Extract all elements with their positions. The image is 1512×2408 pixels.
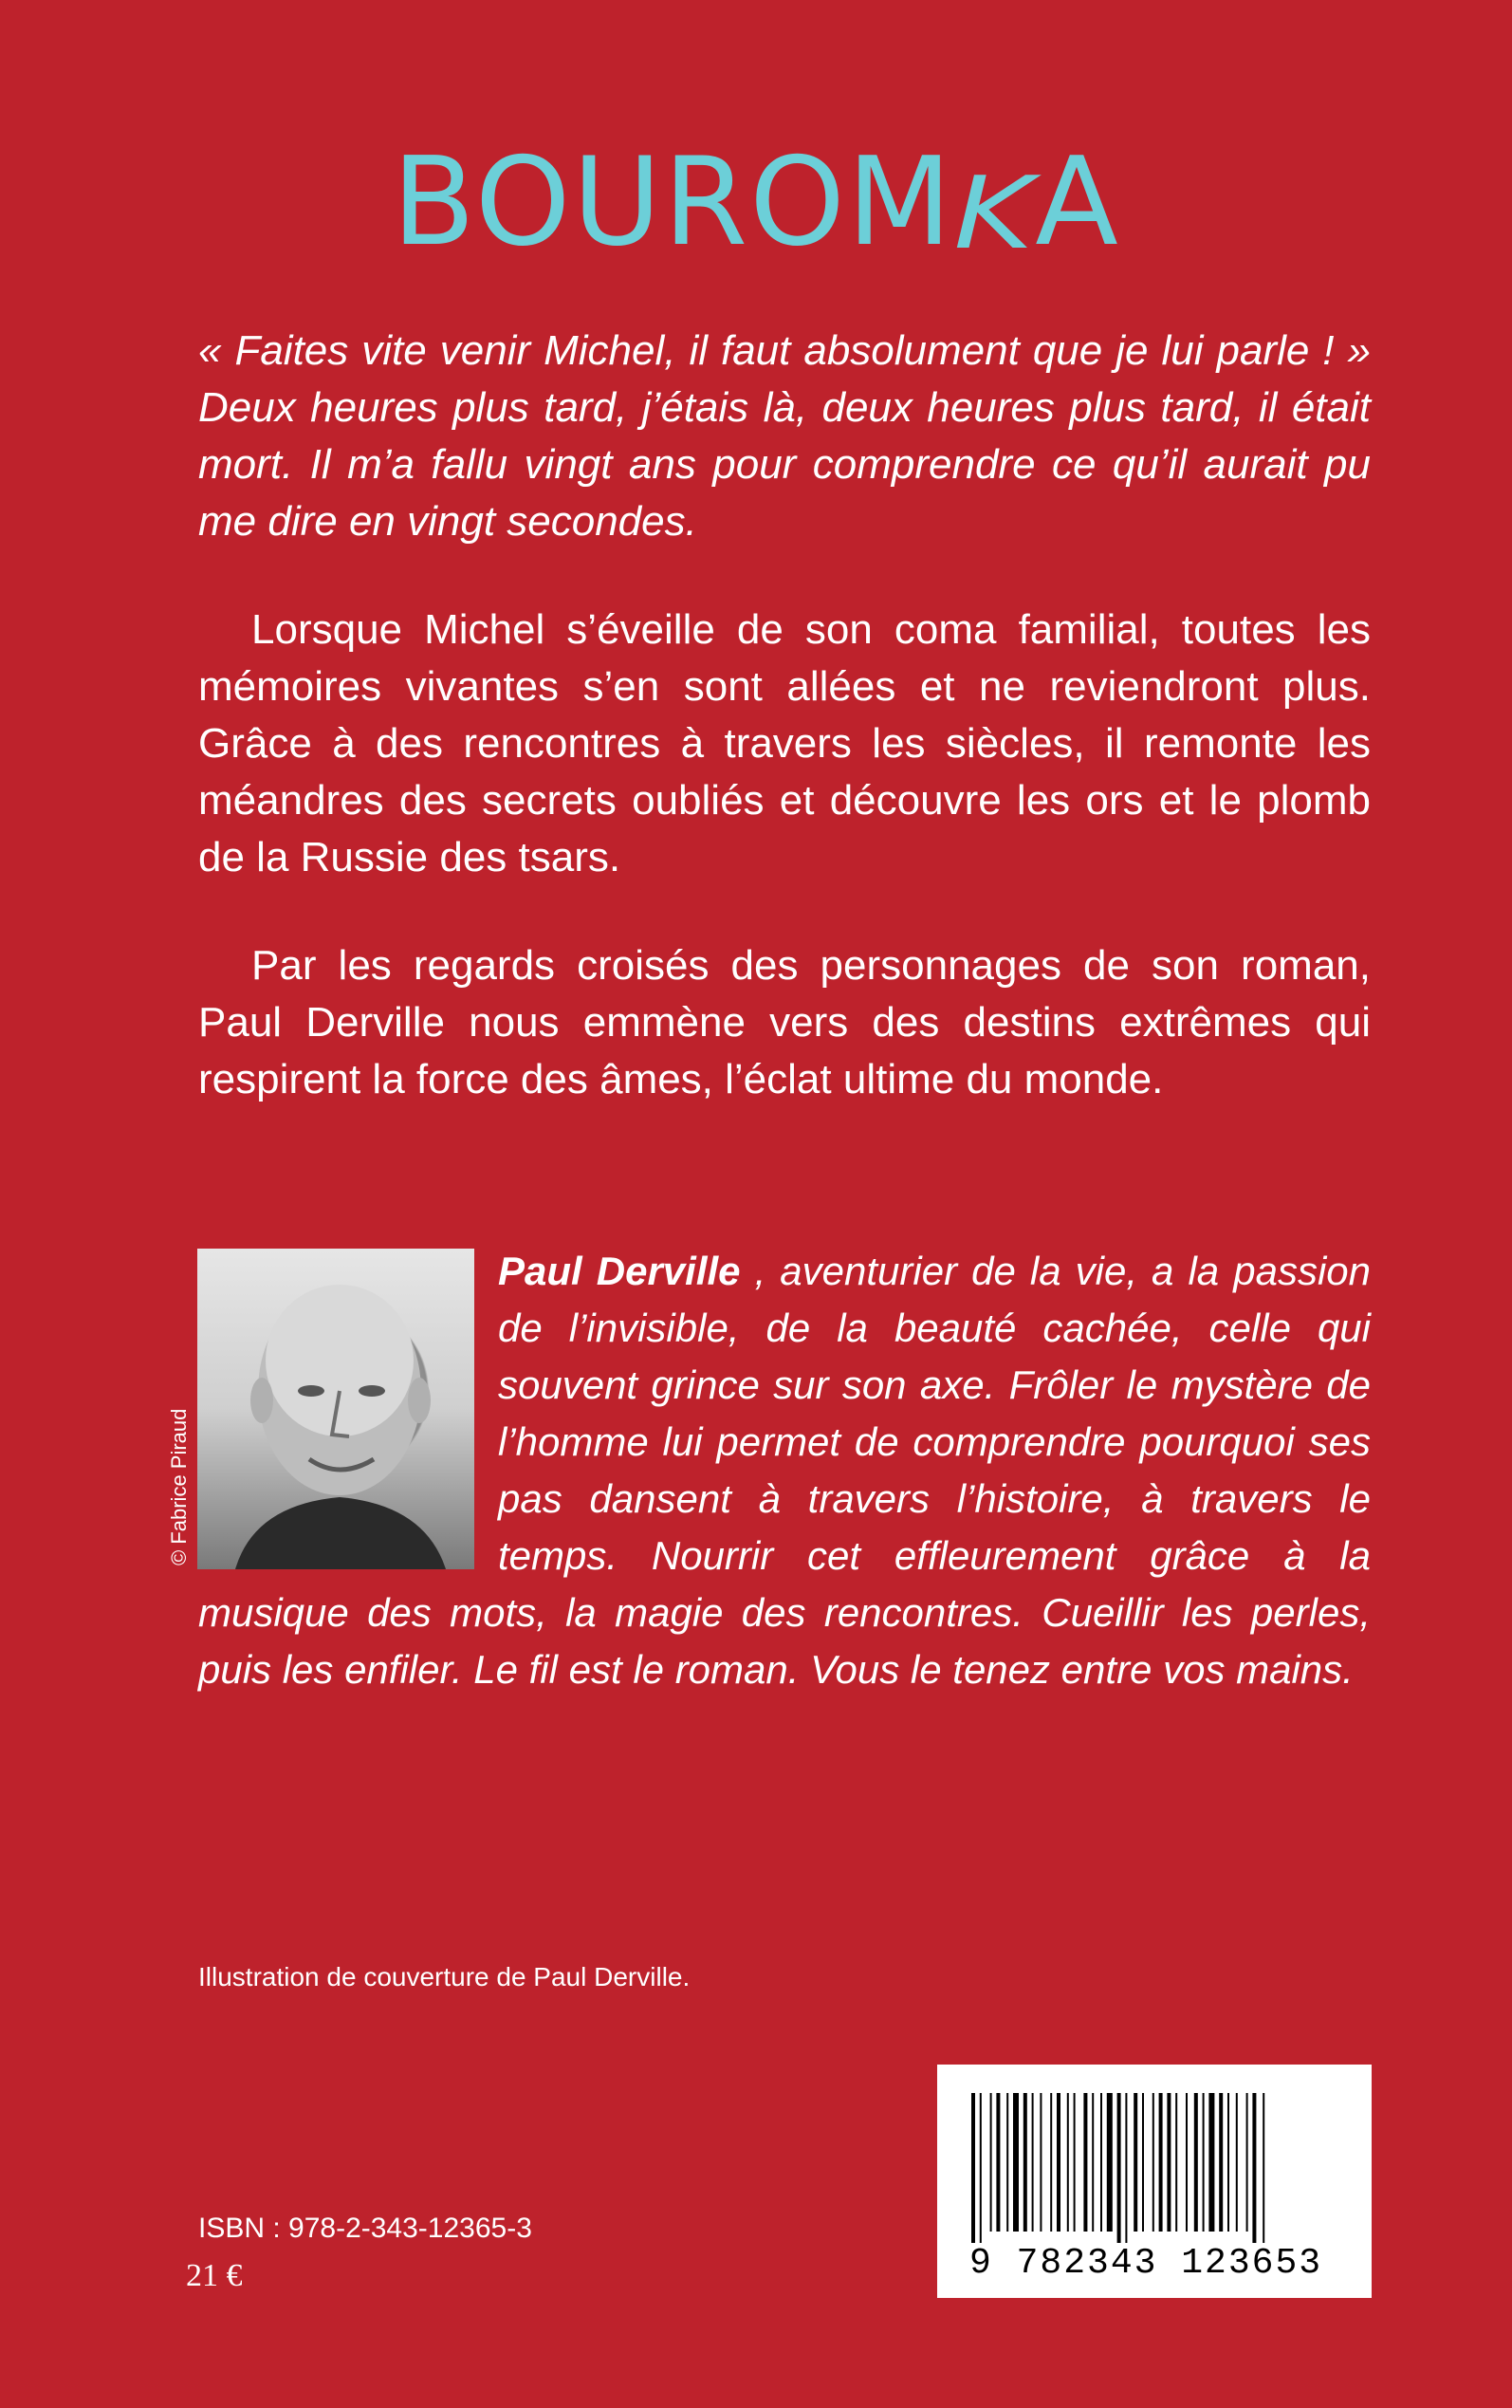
isbn: ISBN : 978-2-343-12365-3 xyxy=(198,2213,532,2244)
barcode-bar xyxy=(1194,2093,1198,2232)
barcode-bar xyxy=(1186,2093,1188,2232)
barcode-digits: 9 782343 123653 xyxy=(969,2243,1323,2284)
photo-credit: © Fabrice Piraud xyxy=(167,1408,191,1565)
barcode-bar xyxy=(1203,2093,1205,2232)
illustration-credit: Illustration de couverture de Paul Derville. xyxy=(198,1962,691,1991)
barcode-bar xyxy=(1074,2093,1076,2232)
author-name: Paul Derville xyxy=(498,1249,741,1293)
barcode-bar xyxy=(1227,2093,1229,2232)
barcode-bar xyxy=(1236,2093,1238,2232)
summary-paragraph-2: Par les regards croisés des personnages de son roman, Paul Derville nous emmène vers des destins extrêmes qui respirent la force des âmes, l’éclat ultime du monde. xyxy=(198,942,1371,1102)
opening-quote: « Faites vite venir Michel, il faut absolument que je lui parle ! » Deux heures plus tard, j’étais là, deux heures plus tard, il était mort. Il m’a fallu vingt ans pour comprendre ce qu’il aurait pu me dire en vingt secondes. xyxy=(198,327,1371,545)
barcode-bar xyxy=(971,2093,975,2243)
barcode-bar xyxy=(1057,2093,1060,2232)
barcode-bar xyxy=(1023,2093,1027,2232)
price: 21 € xyxy=(186,2258,243,2293)
barcode xyxy=(937,2065,1372,2298)
author-bio-text: , aventurier de la vie, a la passion de l’invisible, de la beauté cachée, celle qui souvent grince sur son axe. Frôler le mystère de l’homme lui permet de comprendre pourquoi ses pas dansent à travers l’histoire, à travers le temps. Nourrir cet effleurement grâce à la musique des mots, la magie des rencontres. Cueillir les perles, puis les enfiler. Le fil est le roman. Vous le tenez entre vos mains. xyxy=(198,1249,1371,1692)
author-bio xyxy=(198,1243,1371,1698)
barcode-bar xyxy=(1092,2093,1094,2232)
barcode-bar xyxy=(1246,2093,1248,2232)
barcode-bar xyxy=(1125,2093,1127,2243)
barcode-bar xyxy=(1159,2093,1163,2232)
barcode-bar xyxy=(1263,2093,1264,2243)
barcode-bars xyxy=(966,2093,1343,2243)
barcode-bar xyxy=(1219,2093,1223,2232)
title-end: A xyxy=(1035,132,1120,273)
summary-paragraph-1: Lorsque Michel s’éveille de son coma familial, toutes les mémoires vivantes s’en sont allées et ne reviendront plus. Grâce à des rencontres à travers les siècles, il remonte les méandres des secrets oubliés et découvre les ors et le plomb de la Russie des tsars. xyxy=(198,606,1371,880)
title-text: BOUROM xyxy=(392,132,954,273)
book-title xyxy=(0,132,1512,273)
barcode-bar xyxy=(1067,2093,1069,2232)
barcode-bar xyxy=(1107,2093,1113,2232)
barcode-bar xyxy=(1032,2093,1034,2232)
barcode-bar xyxy=(1152,2093,1154,2232)
barcode-bar xyxy=(1117,2093,1121,2243)
barcode-bar xyxy=(1167,2093,1171,2232)
barcode-bar xyxy=(1006,2093,1008,2232)
barcode-bar xyxy=(1252,2093,1256,2243)
barcode-bar xyxy=(1083,2093,1087,2232)
barcode-bar xyxy=(1100,2093,1102,2232)
barcode-bar xyxy=(1013,2093,1019,2232)
barcode-bar xyxy=(980,2093,982,2243)
barcode-bar xyxy=(1208,2093,1214,2232)
title-stylized-k: K xyxy=(953,156,1036,272)
barcode-bar xyxy=(1040,2093,1042,2232)
barcode-bar xyxy=(1134,2093,1137,2232)
photo-spacer xyxy=(198,1243,498,1577)
barcode-bar xyxy=(990,2093,992,2232)
barcode-bar xyxy=(996,2093,1000,2232)
barcode-bar xyxy=(1142,2093,1144,2232)
barcode-bar xyxy=(1050,2093,1052,2232)
barcode-bar xyxy=(1175,2093,1177,2232)
